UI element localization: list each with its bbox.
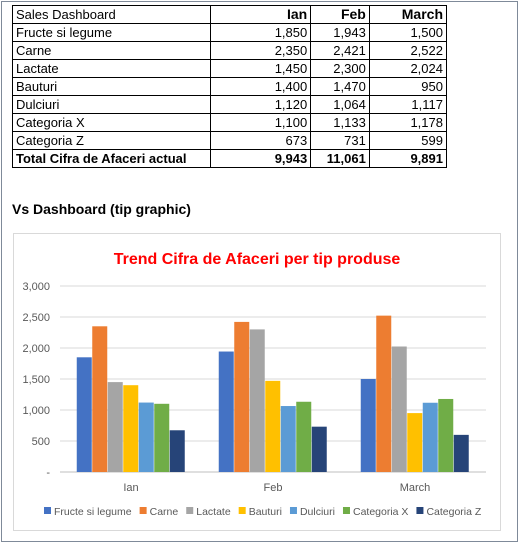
row-label: Fructe si legume bbox=[13, 24, 211, 42]
cell-value: 2,522 bbox=[369, 42, 446, 60]
bar bbox=[92, 326, 107, 472]
cell-value: 1,850 bbox=[211, 24, 311, 42]
y-tick-label: 2,000 bbox=[22, 343, 50, 355]
cell-value: 1,120 bbox=[211, 96, 311, 114]
row-label: Categoria X bbox=[13, 114, 211, 132]
cell-value: 2,300 bbox=[311, 60, 370, 78]
bar bbox=[123, 385, 138, 472]
cell-value: 673 bbox=[211, 132, 311, 150]
table-total-row bbox=[13, 150, 447, 168]
cell-value: 1,178 bbox=[369, 114, 446, 132]
table-row bbox=[13, 114, 447, 132]
bar-chart bbox=[14, 234, 500, 530]
column-header: Feb bbox=[311, 6, 370, 24]
bar bbox=[454, 435, 469, 472]
cell-value: 950 bbox=[369, 78, 446, 96]
table-row bbox=[13, 96, 447, 114]
row-label: Bauturi bbox=[13, 78, 211, 96]
legend-swatch bbox=[290, 507, 297, 514]
x-tick-label: Ian bbox=[123, 482, 139, 494]
cell-value: 2,421 bbox=[311, 42, 370, 60]
table-row bbox=[13, 132, 447, 150]
bar bbox=[170, 430, 185, 472]
table-row bbox=[13, 78, 447, 96]
cell-value: 2,024 bbox=[369, 60, 446, 78]
legend-swatch bbox=[140, 507, 147, 514]
bar bbox=[407, 413, 422, 472]
total-value: 11,061 bbox=[311, 150, 370, 168]
bar bbox=[312, 427, 327, 472]
section-title: Vs Dashboard (tip graphic) bbox=[12, 201, 191, 217]
total-label: Total Cifra de Afaceri actual bbox=[13, 150, 211, 168]
cell-value: 1,064 bbox=[311, 96, 370, 114]
chart-legend bbox=[44, 506, 482, 518]
legend-label: Lactate bbox=[196, 506, 231, 518]
bar bbox=[77, 357, 92, 472]
total-value: 9,891 bbox=[369, 150, 446, 168]
x-tick-label: Feb bbox=[263, 482, 283, 494]
row-label: Dulciuri bbox=[13, 96, 211, 114]
cell-value: 1,400 bbox=[211, 78, 311, 96]
bar bbox=[281, 406, 296, 472]
y-tick-label: 500 bbox=[31, 436, 50, 448]
chart-title: Trend Cifra de Afaceri per tip produse bbox=[113, 251, 401, 268]
cell-value: 1,133 bbox=[311, 114, 370, 132]
chart-container bbox=[13, 233, 501, 531]
bar bbox=[376, 316, 391, 472]
column-header: Ian bbox=[211, 6, 311, 24]
sales-table bbox=[12, 5, 447, 168]
legend-swatch bbox=[186, 507, 193, 514]
bar bbox=[154, 404, 169, 472]
cell-value: 599 bbox=[369, 132, 446, 150]
legend-swatch bbox=[416, 507, 423, 514]
column-header: March bbox=[369, 6, 446, 24]
legend-swatch bbox=[343, 507, 350, 514]
legend-swatch bbox=[239, 507, 246, 514]
cell-value: 1,470 bbox=[311, 78, 370, 96]
legend-label: Dulciuri bbox=[299, 506, 335, 518]
cell-value: 1,500 bbox=[369, 24, 446, 42]
y-tick-label: 1,500 bbox=[22, 374, 50, 386]
table-row bbox=[13, 24, 447, 42]
y-tick-label: 2,500 bbox=[22, 312, 50, 324]
legend-label: Bauturi bbox=[248, 506, 282, 518]
x-tick-label: March bbox=[399, 482, 431, 494]
y-tick-label: - bbox=[46, 467, 50, 479]
cell-value: 2,350 bbox=[211, 42, 311, 60]
row-label: Categoria Z bbox=[13, 132, 211, 150]
cell-value: 731 bbox=[311, 132, 370, 150]
legend-label: Carne bbox=[149, 506, 179, 518]
legend-label: Categoria Z bbox=[426, 506, 482, 518]
y-tick-label: 1,000 bbox=[22, 405, 50, 417]
bar bbox=[392, 347, 407, 472]
bar bbox=[438, 399, 453, 472]
bar bbox=[234, 322, 249, 472]
cell-value: 1,450 bbox=[211, 60, 311, 78]
bar bbox=[219, 352, 234, 472]
bar bbox=[296, 402, 311, 472]
cell-value: 1,117 bbox=[369, 96, 446, 114]
y-tick-label: 3,000 bbox=[22, 281, 50, 293]
x-axis bbox=[123, 482, 430, 494]
total-value: 9,943 bbox=[211, 150, 311, 168]
bar bbox=[250, 329, 265, 472]
legend-label: Categoria X bbox=[352, 506, 409, 518]
cell-value: 1,100 bbox=[211, 114, 311, 132]
bar bbox=[139, 403, 154, 472]
y-axis bbox=[22, 281, 50, 479]
row-label: Lactate bbox=[13, 60, 211, 78]
table-header-row bbox=[13, 6, 447, 24]
bar bbox=[108, 382, 123, 472]
table-row bbox=[13, 60, 447, 78]
bar bbox=[423, 403, 438, 472]
table-corner-cell: Sales Dashboard bbox=[13, 6, 211, 24]
cell-value: 1,943 bbox=[311, 24, 370, 42]
bar bbox=[361, 379, 376, 472]
table-row bbox=[13, 42, 447, 60]
legend-label: Fructe si legume bbox=[54, 506, 132, 518]
row-label: Carne bbox=[13, 42, 211, 60]
chart-bars bbox=[77, 316, 469, 472]
legend-swatch bbox=[44, 507, 51, 514]
bar bbox=[265, 381, 280, 472]
